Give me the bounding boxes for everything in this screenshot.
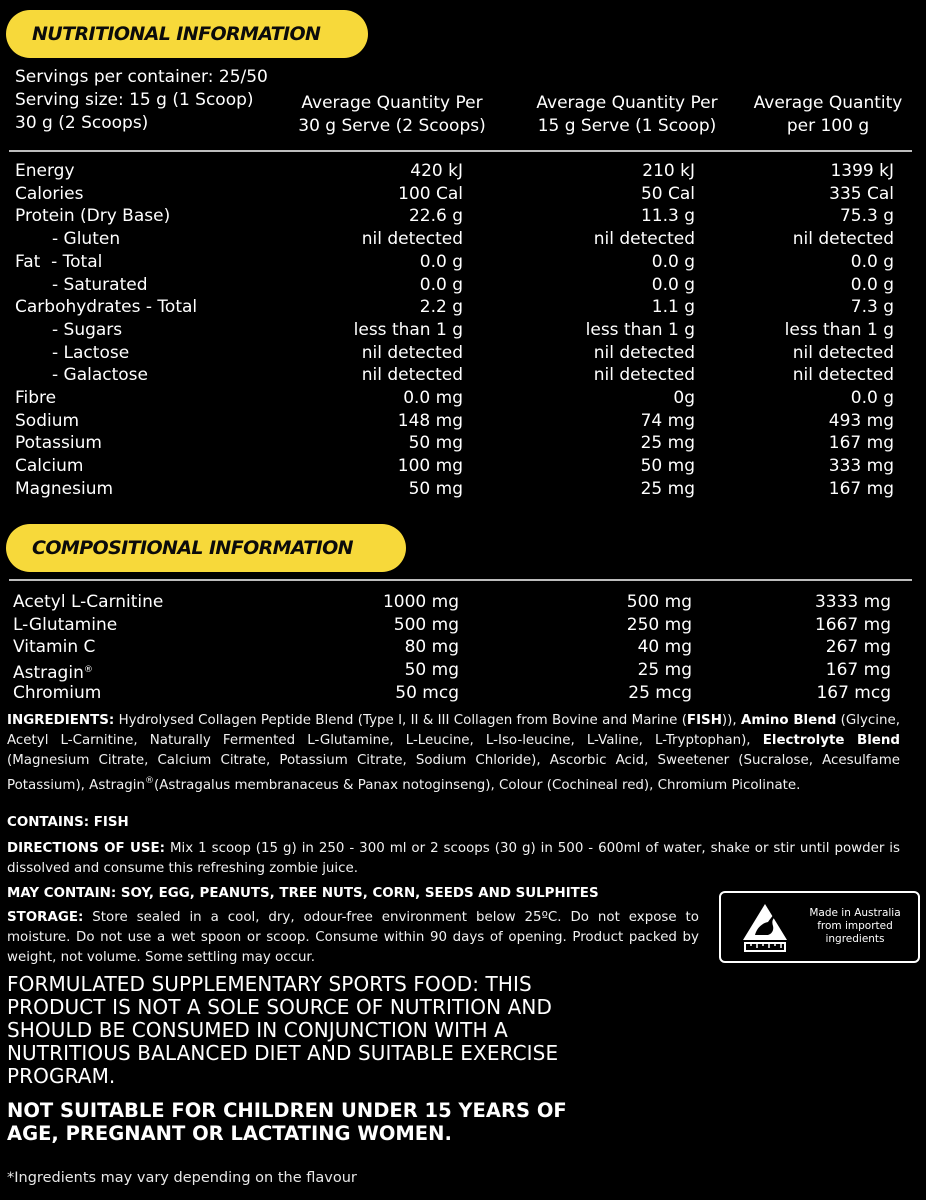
row-value-col1: nil detected <box>361 342 463 363</box>
table-row <box>0 614 926 637</box>
row-label: - Sugars <box>52 319 123 340</box>
formulated-statement: FORMULATED SUPPLEMENTARY SPORTS FOOD: THIS PRODUCT IS NOT A SOLE SOURCE OF NUTRITION AND SHOULD BE CONSUMED IN CONJUNCTION WITH A NUTRITIOUS BALANCED DIET AND SUITABLE EXERCISE PROGRAM. <box>7 972 559 1088</box>
row-label: Vitamin C <box>13 637 96 658</box>
row-value-col2: 40 mg <box>637 637 692 658</box>
row-value-col3: 335 Cal <box>829 183 894 204</box>
table-row <box>0 455 926 478</box>
row-value-col2: 25 mg <box>640 478 695 499</box>
row-value-col3: 0.0 g <box>850 274 894 295</box>
column-header-15g: Average Quantity Per 15 g Serve (1 Scoop) <box>536 93 718 136</box>
table-row <box>0 342 926 365</box>
row-value-col3: 493 mg <box>828 410 894 431</box>
row-value-col3: nil detected <box>792 342 894 363</box>
row-value-col2: 0.0 g <box>651 274 695 295</box>
column-header-100g: Average Quantity per 100 g <box>753 93 903 136</box>
table-row <box>0 432 926 455</box>
badge-line-3: ingredients <box>825 933 885 945</box>
row-label: Carbohydrates - Total <box>15 297 198 318</box>
nutritional-information-heading: NUTRITIONAL INFORMATION <box>6 10 368 58</box>
row-value-col3: 333 mg <box>828 456 894 477</box>
row-value-col2: 50 Cal <box>640 183 695 204</box>
row-value-col3: 167 mcg <box>816 682 891 703</box>
row-value-col1: 50 mcg <box>395 682 459 703</box>
row-value-col2: 25 mcg <box>628 682 692 703</box>
row-value-col2: 500 mg <box>626 592 692 612</box>
row-value-col3: 1399 kJ <box>830 161 894 181</box>
made-in-australia-badge <box>719 891 920 963</box>
row-label: - Gluten <box>52 229 121 250</box>
row-value-col3: 0.0 g <box>850 388 894 408</box>
table-row <box>0 296 926 319</box>
made-in-australia-kangaroo-icon <box>741 902 789 954</box>
row-label: L-Glutamine <box>13 614 118 635</box>
row-value-col2: 11.3 g <box>640 206 695 227</box>
serving-size: Serving size: 15 g (1 Scoop) <box>15 90 254 110</box>
row-value-col2: 1.1 g <box>651 297 695 318</box>
row-value-col2: nil detected <box>593 342 695 363</box>
row-value-col2: less than 1 g <box>585 319 695 340</box>
row-label: Calcium <box>15 456 84 477</box>
row-value-col3: 75.3 g <box>839 206 894 227</box>
row-value-col2: 25 mg <box>637 660 692 681</box>
row-value-col1: 1000 mg <box>382 592 459 612</box>
contains-statement: CONTAINS: FISH <box>7 815 129 830</box>
row-value-col2: 0.0 g <box>651 251 695 272</box>
table-row <box>0 636 926 659</box>
table-row <box>0 387 926 410</box>
row-value-col3: 167 mg <box>828 478 894 499</box>
row-value-col1: 420 kJ <box>410 161 463 181</box>
row-value-col1: 50 mg <box>408 478 463 499</box>
row-label: Fat - Total <box>15 251 103 272</box>
nutritional-divider <box>9 150 912 152</box>
row-value-col1: 80 mg <box>404 637 459 658</box>
compositional-divider <box>9 579 912 581</box>
ingredients-text: INGREDIENTS: Hydrolysed Collagen Peptide Blend (Type I, II & III Collagen from Bovine and Marine (FISH)), Amino Blend (Glycine, Acetyl L-Carnitine, Naturally Fermented L-Glutamine, L-Leucine, L-Iso-leucine, L-Valine, L-Tryptophan), Electrolyte Blend (Magnesium Citrate, Calcium Citrate, Potassium Citrate, Sodium Chloride), Ascorbic Acid, Sweetener (Sucralose, Acesulfame Potassium), Astragin®(Astragalus membranaceus & Panax notoginseng), Colour (Cochineal red), Chromium Picolinate. <box>7 713 901 793</box>
row-value-col2: 0g <box>673 388 695 408</box>
table-row <box>0 659 926 682</box>
table-row <box>0 251 926 274</box>
row-label: Chromium <box>13 682 102 703</box>
table-row <box>0 183 926 206</box>
table-row <box>0 682 926 705</box>
row-value-col2: 25 mg <box>640 433 695 454</box>
row-value-col1: 22.6 g <box>408 206 463 227</box>
row-value-col2: 50 mg <box>640 456 695 477</box>
row-value-col2: nil detected <box>593 229 695 250</box>
row-label: Acetyl L-Carnitine <box>13 592 164 612</box>
row-label: - Galactose <box>52 365 148 386</box>
table-row <box>0 410 926 433</box>
table-row <box>0 591 926 614</box>
table-row <box>0 274 926 297</box>
row-label: Energy <box>15 161 75 181</box>
storage-text: STORAGE: Store sealed in a cool, dry, odour-free environment below 25ºC. Do not expose to moisture. Do not use a wet spoon or scoop. Consume within 90 days of opening. Product packed by weight, not volume. Some settling may occur. <box>7 910 699 965</box>
registered-mark: ® <box>83 665 93 676</box>
servings-per-container: Servings per container: 25/50 <box>15 67 268 87</box>
row-label: Protein (Dry Base) <box>15 206 171 227</box>
table-row <box>0 364 926 387</box>
row-value-col1: 50 mg <box>408 433 463 454</box>
not-suitable-warning: NOT SUITABLE FOR CHILDREN UNDER 15 YEARS OF AGE, PREGNANT OR LACTATING WOMEN. <box>7 1099 567 1145</box>
row-value-col1: 0.0 mg <box>403 388 463 408</box>
row-value-col1: 100 Cal <box>398 183 463 204</box>
column-header-30g: Average Quantity Per 30 g Serve (2 Scoops) <box>298 93 486 136</box>
row-value-col3: nil detected <box>792 365 894 386</box>
row-label: Calories <box>15 183 84 204</box>
row-value-col1: 0.0 g <box>419 251 463 272</box>
row-value-col3: 167 mg <box>828 433 894 454</box>
row-value-col3: 1667 mg <box>814 614 891 635</box>
row-value-col1: 50 mg <box>404 660 459 681</box>
row-value-col1: 100 mg <box>397 456 463 477</box>
badge-line-1: Made in Australia <box>809 907 901 919</box>
row-value-col2: 210 kJ <box>642 161 695 181</box>
row-value-col1: 148 mg <box>397 410 463 431</box>
row-value-col1: less than 1 g <box>353 319 463 340</box>
serving-size-2: 30 g (2 Scoops) <box>15 113 149 133</box>
row-label: Magnesium <box>15 478 114 499</box>
row-label: Potassium <box>15 433 102 454</box>
row-value-col3: 0.0 g <box>850 251 894 272</box>
compositional-information-heading: COMPOSITIONAL INFORMATION <box>6 524 406 572</box>
row-value-col1: nil detected <box>361 365 463 386</box>
row-label: - Lactose <box>52 342 130 363</box>
row-value-col1: 2.2 g <box>419 297 463 318</box>
table-row <box>0 228 926 251</box>
directions-of-use: DIRECTIONS OF USE: Mix 1 scoop (15 g) in 250 - 300 ml or 2 scoops (30 g) in 500 - 600ml of water, shake or stir until powder is dissolved and consume this refreshing zombie juice. <box>7 841 900 876</box>
row-value-col1: 0.0 g <box>419 274 463 295</box>
row-value-col3: 267 mg <box>825 637 891 658</box>
row-value-col3: less than 1 g <box>784 319 894 340</box>
row-value-col3: nil detected <box>792 229 894 250</box>
row-value-col1: 500 mg <box>393 614 459 635</box>
row-value-col2: 250 mg <box>626 614 692 635</box>
table-row <box>0 319 926 342</box>
row-value-col3: 167 mg <box>825 660 891 681</box>
table-row <box>0 205 926 228</box>
row-value-col2: 74 mg <box>640 410 695 431</box>
row-value-col2: nil detected <box>593 365 695 386</box>
may-contain-statement: MAY CONTAIN: SOY, EGG, PEANUTS, TREE NUTS, CORN, SEEDS AND SULPHITES <box>7 886 599 901</box>
table-row <box>0 160 926 183</box>
row-label: Sodium <box>15 410 80 431</box>
row-value-col3: 3333 mg <box>814 592 891 612</box>
row-label: Astragin® <box>13 663 93 684</box>
row-value-col3: 7.3 g <box>850 297 894 318</box>
row-label: Fibre <box>15 388 57 408</box>
footnote: *Ingredients may vary depending on the flavour <box>7 1170 357 1186</box>
row-label: - Saturated <box>52 274 148 295</box>
table-row <box>0 478 926 501</box>
badge-line-2: from imported <box>817 920 893 932</box>
row-value-col1: nil detected <box>361 229 463 250</box>
